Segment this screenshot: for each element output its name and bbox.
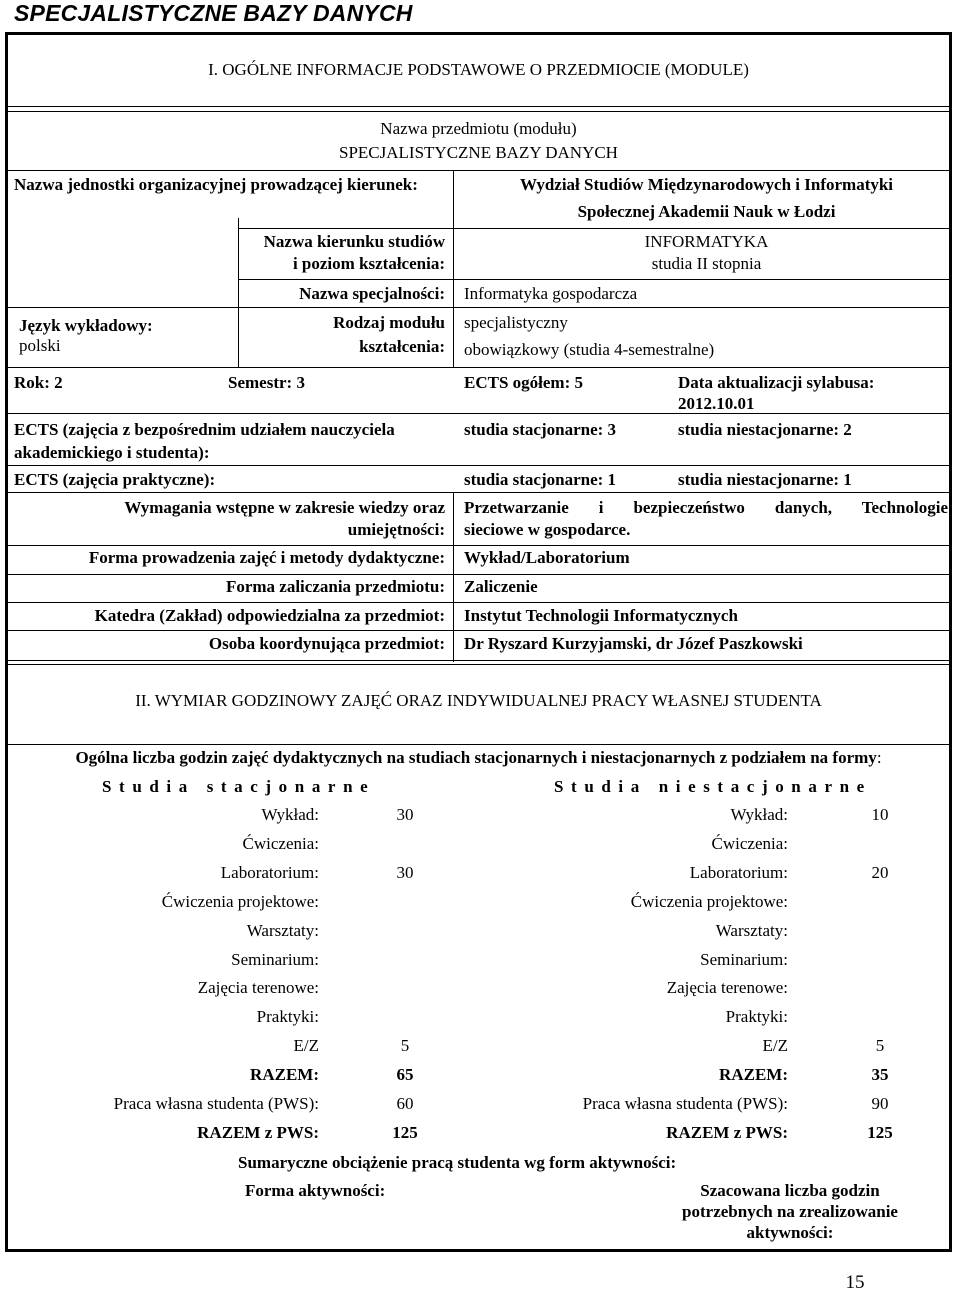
full-time-row-label: Laboratorium: (220, 863, 319, 882)
part-time-row-hours: 125 (867, 1123, 893, 1142)
full-time-row-label: Zajęcia terenowe: (197, 978, 319, 997)
ects-direct-label-line2: akademickiego i studenta): (14, 443, 210, 462)
full-time-row-label: Ćwiczenia: (242, 834, 319, 853)
part-time-row-hours: 20 (871, 863, 889, 882)
divider (8, 492, 949, 493)
full-time-row-label: RAZEM z PWS: (197, 1123, 319, 1142)
full-time-row-hours: 30 (396, 805, 414, 824)
part-time-row-label: Zajęcia terenowe: (666, 978, 788, 997)
requirements-value-line1: Przetwarzanie i bezpieczeństwo danych, Technologie (464, 498, 948, 517)
part-time-row-hours: 10 (871, 805, 889, 824)
divider (8, 170, 949, 171)
divider (8, 545, 949, 546)
field-value-line1: INFORMATYKA (644, 232, 769, 251)
full-time-row-hours: 65 (396, 1065, 414, 1084)
part-time-row-label: Laboratorium: (689, 863, 788, 882)
estimated-hours-label-line2: potrzebnych na zrealizowanie (682, 1202, 898, 1221)
hours-intro (5, 748, 952, 768)
divider (8, 367, 949, 368)
ects-direct-label-line1: ECTS (zajęcia z bezpośrednim udziałem nauczyciela (14, 420, 395, 439)
part-time-row-label: RAZEM: (719, 1065, 788, 1084)
divider (8, 307, 949, 308)
divider (8, 465, 949, 466)
ects-total: ECTS ogółem: 5 (464, 373, 583, 392)
divider (8, 744, 949, 745)
credit-form-label: Forma zaliczania przedmiotu: (225, 577, 445, 596)
year-value: Rok: 2 (14, 373, 63, 392)
requirements-label-line2: umiejętności: (347, 520, 445, 539)
full-time-row-label: Warsztaty: (246, 921, 319, 940)
part-time-row-label: Ćwiczenia: (711, 834, 788, 853)
ects-direct-full-time: studia stacjonarne: 3 (464, 420, 617, 439)
full-time-row-label: E/Z (293, 1036, 319, 1055)
module-type-value-line2: obowiązkowy (studia 4-semestralne) (464, 340, 715, 359)
full-time-row-hours: 60 (396, 1094, 414, 1113)
unit-value-line1: Wydział Studiów Międzynarodowych i Informatyki (519, 175, 894, 194)
ects-practical-label: ECTS (zajęcia praktyczne): (14, 470, 216, 489)
part-time-header: Studia niestacjonarne (554, 777, 872, 796)
unit-value-line2: Społecznej Akademii Nauk w Łodzi (577, 202, 836, 221)
divider (8, 660, 949, 661)
divider (238, 228, 949, 229)
module-type-label-line1: Rodzaj modułu (333, 313, 445, 332)
update-date-value: 2012.10.01 (678, 394, 755, 413)
divider (238, 279, 949, 280)
estimated-hours-label-line3: aktywności: (746, 1223, 834, 1242)
subject-value: SPECJALISTYCZNE BAZY DANYCH (339, 143, 618, 162)
divider (8, 413, 949, 414)
part-time-row-label: Warsztaty: (715, 921, 788, 940)
hours-intro-colon: : (876, 748, 882, 767)
department-label: Katedra (Zakład) odpowiedzialna za przedmiot: (94, 606, 445, 625)
full-time-row-label: Praca własna studenta (PWS): (113, 1094, 319, 1113)
hours-intro-text: Ogólna liczba godzin zajęć dydaktycznych na studiach stacjonarnych i niestacjonarnych z podziałem na formy (75, 748, 877, 767)
update-date-label: Data aktualizacji sylabusa: (678, 373, 875, 392)
estimated-hours-label-line1: Szacowana liczba godzin (700, 1181, 880, 1200)
part-time-row-hours: 90 (871, 1094, 889, 1113)
activity-form-label: Forma aktywności: (245, 1181, 386, 1200)
ects-direct-part-time: studia niestacjonarne: 2 (678, 420, 852, 439)
ects-practical-part-time: studia niestacjonarne: 1 (678, 470, 852, 489)
divider (238, 218, 239, 368)
divider (8, 111, 949, 112)
part-time-row-label: Seminarium: (700, 950, 788, 969)
field-label-line2: i poziom kształcenia: (292, 254, 445, 273)
full-time-row-hours: 30 (396, 863, 414, 882)
language-label: Język wykładowy: (19, 316, 153, 335)
subject-label: Nazwa przedmiotu (modułu) (380, 119, 577, 138)
teaching-form-label: Forma prowadzenia zajęć i metody dydaktyczne: (88, 548, 445, 567)
part-time-row-label: Praktyki: (725, 1007, 788, 1026)
divider (453, 170, 454, 368)
department-value: Instytut Technologii Informatycznych (464, 606, 738, 625)
divider (8, 106, 949, 107)
module-type-label-line2: kształcenia: (359, 337, 445, 356)
module-type-value-line1: specjalistyczny (464, 313, 568, 332)
unit-label: Nazwa jednostki organizacyjnej prowadzącej kierunek: (14, 175, 418, 194)
full-time-row-label: RAZEM: (250, 1065, 319, 1084)
coordinator-label: Osoba koordynująca przedmiot: (208, 634, 445, 653)
document-title: SPECJALISTYCZNE BAZY DANYCH (14, 0, 413, 26)
full-time-row-label: Seminarium: (231, 950, 319, 969)
requirements-value-line2: sieciowe w gospodarce. (464, 520, 631, 539)
full-time-row-hours: 125 (392, 1123, 418, 1142)
specialization-value: Informatyka gospodarcza (464, 284, 638, 303)
credit-form-value: Zaliczenie (464, 577, 538, 596)
language-value: polski (19, 336, 61, 355)
part-time-row-hours: 5 (875, 1036, 885, 1055)
ects-practical-full-time: studia stacjonarne: 1 (464, 470, 617, 489)
teaching-form-value: Wykład/Laboratorium (464, 548, 630, 567)
section1-heading: I. OGÓLNE INFORMACJE PODSTAWOWE O PRZEDMIOCIE (MODULE) (208, 60, 749, 79)
divider (453, 492, 454, 662)
full-time-row-label: Wykład: (261, 805, 319, 824)
specialization-label: Nazwa specjalności: (299, 284, 445, 303)
coordinator-value: Dr Ryszard Kurzyjamski, dr Józef Paszkowski (464, 634, 803, 653)
full-time-row-label: Ćwiczenia projektowe: (161, 892, 319, 911)
divider (8, 664, 949, 665)
requirements-label-line1: Wymagania wstępne w zakresie wiedzy oraz (124, 498, 445, 517)
part-time-row-label: E/Z (762, 1036, 788, 1055)
full-time-header: Studia stacjonarne (102, 777, 376, 796)
field-value-line2: studia II stopnia (651, 254, 762, 273)
divider (8, 602, 949, 603)
part-time-row-label: Praca własna studenta (PWS): (582, 1094, 788, 1113)
summary-title: Sumaryczne obciążenie pracą studenta wg form aktywności: (238, 1153, 677, 1172)
part-time-row-label: Wykład: (730, 805, 788, 824)
part-time-row-label: RAZEM z PWS: (666, 1123, 788, 1142)
part-time-row-hours: 35 (871, 1065, 889, 1084)
field-label-line1: Nazwa kierunku studiów (263, 232, 445, 251)
section2-heading: II. WYMIAR GODZINOWY ZAJĘĆ ORAZ INDYWIDUALNEJ PRACY WŁASNEJ STUDENTA (135, 691, 822, 710)
page-number: 15 (845, 1272, 865, 1293)
full-time-row-label: Praktyki: (256, 1007, 319, 1026)
semester-value: Semestr: 3 (228, 373, 305, 392)
divider (8, 630, 949, 631)
full-time-row-hours: 5 (400, 1036, 410, 1055)
divider (8, 574, 949, 575)
part-time-row-label: Ćwiczenia projektowe: (630, 892, 788, 911)
